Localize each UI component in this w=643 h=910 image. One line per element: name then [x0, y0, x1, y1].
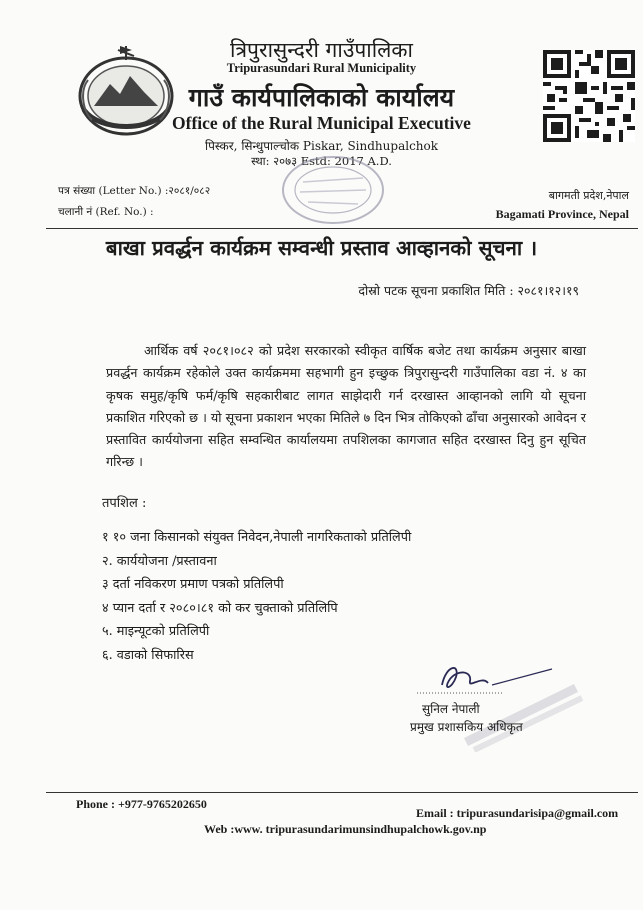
notice-body-text: आर्थिक वर्ष २०८१।०८२ को प्रदेश सरकारको स्वीकृत वार्षिक बजेट तथा कार्यक्रम अनुसार बाखा प्रवर्द्धन कार्यक्रम रहेकोले उक्त कार्यक्रममा सहभागी हुन इच्छुक त्रिपुरासुन्दरी गाउँपालिका वडा नं. ४ का कृषक समुह/कृषि फर्म/कृषि सहकारीबाट लागत साझेदारी गर्न दरखास्त आव्हानको लागि यो सूचना प्रकाशित गरिएको छ । यो सूचना प्रकाशन भएका मितिले ७ दिन भित्र तोकिएको ढाँचा अनुसारको आवेदन र प्रस्तावित कार्ययोजना सहित सम्वन्धित कार्यालयमा तपशिलका कागजात सहित दरखास्त दिनु हुन सूचित गरिन्छ ।	[106, 343, 586, 470]
reference-number: चलानी नं (Ref. No.) :	[58, 206, 154, 218]
list-item: ६. वडाको सिफारिस	[102, 647, 194, 663]
list-heading: तपशिल :	[102, 496, 147, 511]
list-item: ४ प्यान दर्ता र २०८०।८१ को कर चुक्ताको प्रतिलिपि	[102, 600, 338, 616]
signatory-title: प्रमुख प्रशासकिय अधिकृत	[410, 720, 523, 734]
footer-phone: Phone : +977-9765202650	[76, 797, 207, 811]
office-name-np: गाउँ कार्यपालिकाको कार्यालय	[188, 83, 455, 112]
list-item: ५. माइन्यूटको प्रतिलिपी	[102, 624, 210, 640]
header-divider	[46, 228, 638, 229]
letter-number: पत्र संख्या (Letter No.) :२०८१/०८२	[58, 185, 211, 197]
municipality-name-en: Tripurasundari Rural Municipality	[226, 61, 417, 75]
list-item: ३ दर्ता नविकरण प्रमाण पत्रको प्रतिलिपी	[102, 577, 284, 593]
established-year: स्था: २०७३ Estd: 2017 A.D.	[251, 154, 392, 168]
footer-email[interactable]: Email : tripurasundarisipa@gmail.com	[416, 806, 619, 820]
office-address: पिस्कर, सिन्धुपाल्चोक Piskar, Sindhupalchok	[204, 139, 439, 153]
publication-date: दोस्रो पटक सूचना प्रकाशित मिति : २०८१।१२।१९	[358, 283, 579, 298]
notice-body	[106, 340, 586, 474]
footer-divider	[46, 792, 638, 793]
municipality-name-np: त्रिपुरासुन्दरी गाउँपालिका	[230, 38, 413, 62]
province-en: Bagamati Province, Nepal	[495, 207, 629, 221]
office-seal-stamp-icon	[278, 152, 388, 228]
office-name-en: Office of the Rural Municipal Executive	[172, 113, 471, 133]
document-list	[102, 527, 411, 669]
footer-website[interactable]: Web :www. tripurasundarimunsindhupalchowk.gov.np	[204, 822, 487, 836]
signatory-name: सुनिल नेपाली	[422, 702, 480, 716]
list-item: २. कार्ययोजना /प्रस्तावना	[102, 553, 217, 569]
list-item: १ १० जना किसानको संयुक्त निवेदन,नेपाली नागरिकताको प्रतिलिपी	[102, 530, 412, 545]
province-np: बागमती प्रदेश,नेपाल	[548, 189, 629, 202]
notice-title: बाखा प्रवर्द्धन कार्यक्रम सम्वन्धी प्रस्ताव आव्हानको सूचना ।	[105, 236, 538, 260]
